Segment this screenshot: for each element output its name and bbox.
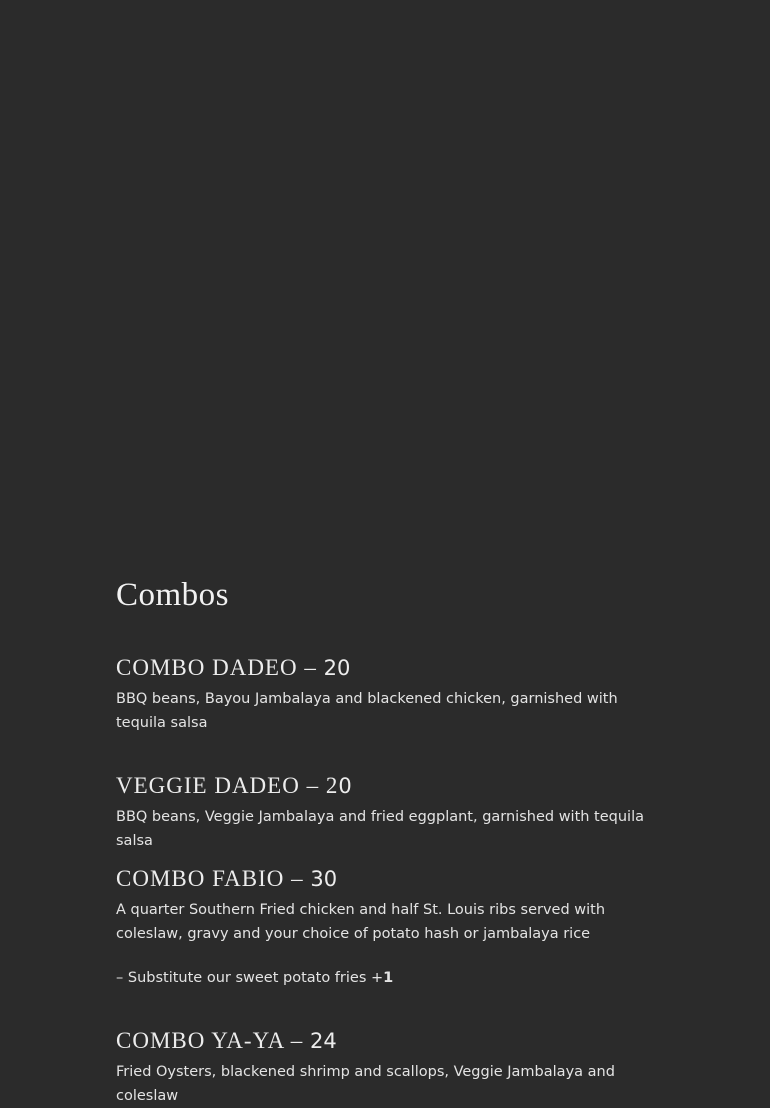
menu-item (116, 1026, 676, 1108)
menu-item-note-text: – Substitute our sweet potato fries + (116, 970, 384, 986)
menu-item-price: 30 (310, 867, 338, 891)
menu-item (116, 771, 656, 853)
menu-item-name: COMBO YA-YA – (116, 1028, 304, 1053)
menu-item-price: 24 (309, 1029, 337, 1053)
combos-section (116, 572, 656, 1104)
menu-item-description: BBQ beans, Bayou Jambalaya and blackened chicken, garnished with tequila salsa (116, 691, 618, 731)
menu-item-description: Fried Oysters, blackened shrimp and scallops, Veggie Jambalaya and coleslaw (116, 1064, 615, 1104)
menu-item-heading (116, 1026, 676, 1056)
menu-item (116, 864, 656, 990)
menu-item-description: A quarter Southern Fried chicken and half St. Louis ribs served with coleslaw, gravy and your choice of potato hash or jambalaya rice (116, 902, 606, 942)
menu-item-price: 20 (323, 656, 351, 680)
menu-item-note (116, 966, 656, 990)
menu-item-heading (116, 864, 656, 894)
menu-item-note-price: 1 (383, 970, 394, 986)
section-title: Combos (116, 577, 230, 613)
menu-item-heading (116, 653, 656, 683)
menu-item-name: COMBO FABIO – (116, 866, 304, 891)
menu-item-name: VEGGIE DADEO – 2 (116, 773, 339, 798)
menu-item-price: 0 (338, 774, 352, 798)
menu-item-name: COMBO DADEO – (116, 655, 317, 680)
menu-item (116, 653, 656, 735)
menu-item-description: BBQ beans, Veggie Jambalaya and fried eggplant, garnished with tequila salsa (116, 809, 645, 849)
menu-item-heading (116, 771, 656, 801)
